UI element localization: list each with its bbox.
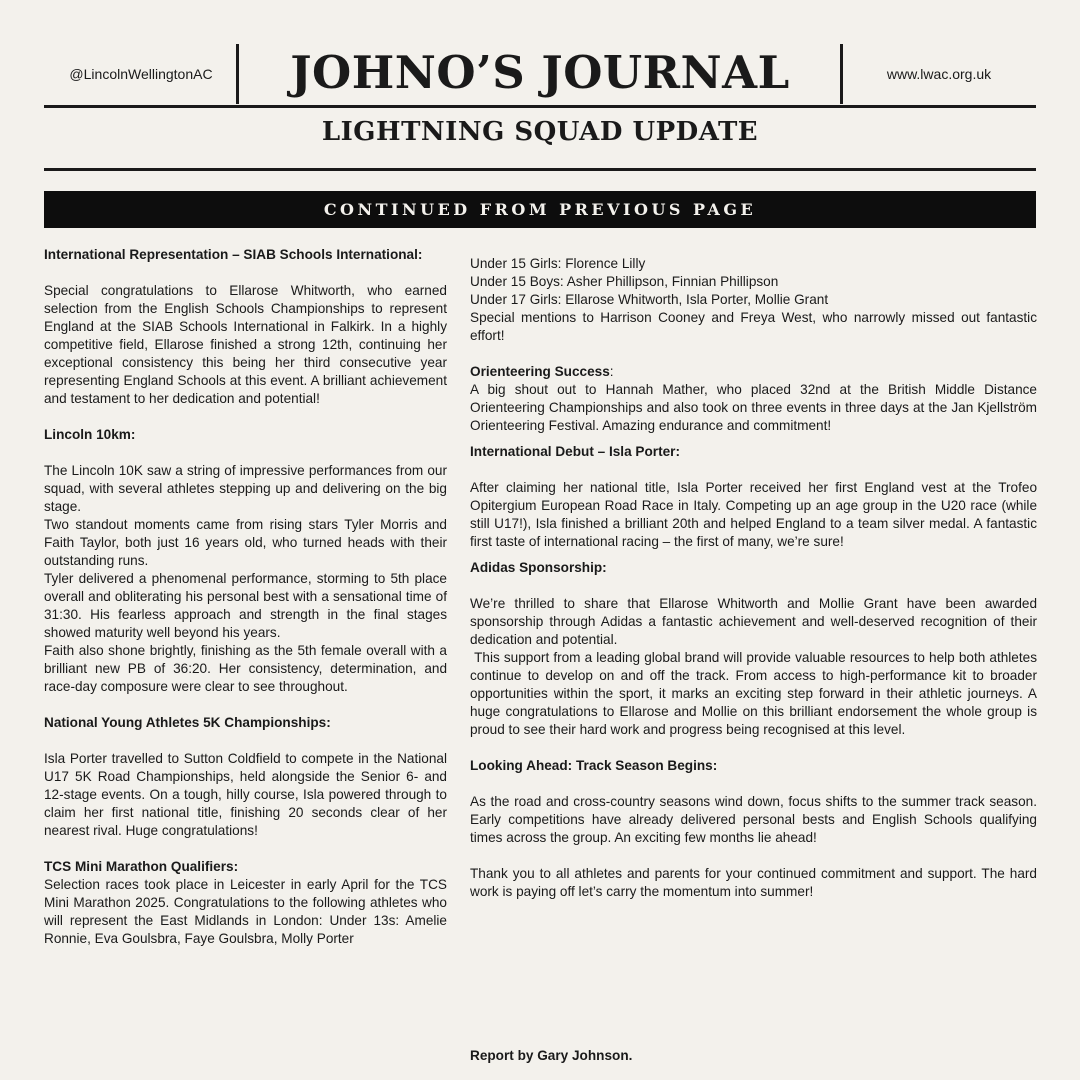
left-column xyxy=(44,246,447,948)
lincoln-paragraph-1: The Lincoln 10K saw a string of impressive performances from our squad, with several athletes stepping up and delivering on the big stage. xyxy=(44,463,447,514)
right-column xyxy=(470,255,1041,901)
nya-heading: National Young Athletes 5K Championships: xyxy=(44,715,331,730)
journal-title: JOHNO’S JOURNAL xyxy=(290,46,790,99)
thank-you-note: Thank you to all athletes and parents for your continued commitment and support. The hard work is paying off let’s carry the momentum into summer! xyxy=(470,866,1037,899)
adidas-paragraph-2: This support from a leading global brand will provide valuable resources to help both athletes continue to develop on and off the track. From access to high-performance kit to broader opportunities within the sport, it marks an exciting step forward in their athletic journeys. A huge congratulations to Ellarose and Mollie on this brilliant endorsement the whole group is proud to see their hard work and progress being recognised at this level. xyxy=(470,650,1041,737)
siab-heading: International Representation – SIAB Schools International: xyxy=(44,247,423,262)
subtitle-rule xyxy=(44,168,1036,171)
debut-heading: International Debut – Isla Porter: xyxy=(470,444,680,459)
tcs-heading: TCS Mini Marathon Qualifiers: xyxy=(44,859,239,874)
lincoln-heading: Lincoln 10km: xyxy=(44,427,136,442)
u15-girls-line: Under 15 Girls: Florence Lilly xyxy=(470,256,646,271)
orienteering-heading: Orienteering Success xyxy=(470,364,610,379)
adidas-paragraph-1: We’re thrilled to share that Ellarose Whitworth and Mollie Grant have been awarded sponsorship through Adidas a fantastic achievement and well-deserved recognition of their dedication and potential. xyxy=(470,596,1037,647)
social-handle: @LincolnWellingtonAC xyxy=(69,66,213,82)
siab-body: Special congratulations to Ellarose Whitworth, who earned selection from the English Schools Championships to represent England at the SIAB Schools International in Falkirk. In a highly competitive field, Ellarose finished a strong 12th, continuing her exceptional consistency this being her third consecutive year representing England Schools at this event. A brilliant achievement and testament to her dedication and potential! xyxy=(44,283,447,406)
orienteering-heading-line xyxy=(470,363,1037,381)
website-url: www.lwac.org.uk xyxy=(886,66,992,82)
lincoln-paragraph-4: Faith also shone brightly, finishing as the 5th female overall with a brilliant new PB of 36:20. Her consistency, determination, and race-day composure were clear to see throughout. xyxy=(44,643,447,694)
continued-banner: CONTINUED FROM PREVIOUS PAGE xyxy=(44,191,1036,228)
special-mentions: Special mentions to Harrison Cooney and Freya West, who narrowly missed out fantastic effort! xyxy=(470,310,1037,343)
adidas-heading: Adidas Sponsorship: xyxy=(470,560,607,575)
masthead-rule xyxy=(44,105,1036,108)
u15-boys-line: Under 15 Boys: Asher Phillipson, Finnian Phillipson xyxy=(470,274,779,289)
u17-girls-line: Under 17 Girls: Ellarose Whitworth, Isla Porter, Mollie Grant xyxy=(470,292,829,307)
orienteering-body: A big shout out to Hannah Mather, who placed 32nd at the British Middle Distance Orienteering Championships and also took on three events in three days at the Jan Kjellström Orienteering Festival. Amazing endurance and commitment! xyxy=(470,382,1037,433)
lincoln-paragraph-2: Two standout moments came from rising stars Tyler Morris and Faith Taylor, both just 16 years old, who turned heads with their outstanding runs. xyxy=(44,517,447,568)
report-credit: Report by Gary Johnson. xyxy=(470,1048,633,1063)
lincoln-paragraph-3: Tyler delivered a phenomenal performance, storming to 5th place overall and obliterating his personal best with a sensational time of 31:30. His fearless approach and strength in the final stages showed maturity well beyond his years. xyxy=(44,571,447,640)
masthead xyxy=(44,44,1036,108)
debut-body: After claiming her national title, Isla Porter received her first England vest at the Trofeo Opitergium European Road Race in Italy. Competing up an age group in the U20 race (while still U17!), Isla finished a brilliant 20th and helped England to a team silver medal. A fantastic first taste of international racing – the first of many, we’re sure! xyxy=(470,480,1037,549)
section-subtitle: LIGHTNING SQUAD UPDATE xyxy=(321,117,759,147)
orienteering-heading-colon: : xyxy=(609,364,614,379)
looking-ahead-heading: Looking Ahead: Track Season Begins: xyxy=(470,758,718,773)
nya-body: Isla Porter travelled to Sutton Coldfield to compete in the National U17 5K Road Championships, held alongside the Senior 6- and 12-stage events. On a tough, hilly course, Isla powered through to claim her first national title, finishing 20 seconds clear of her nearest rival. Huge congratulations! xyxy=(44,751,447,838)
tcs-body: Selection races took place in Leicester in early April for the TCS Mini Marathon 2025. Congratulations to the following athletes who will represent the East Midlands in London: Under 13s: Amelie Ronnie, Eva Goulsbra, Faye Goulsbra, Molly Porter xyxy=(44,877,447,946)
looking-ahead-body: As the road and cross-country seasons wind down, focus shifts to the summer track season. Early competitions have already delivered personal bests and English Schools qualifying times across the group. An exciting few months lie ahead! xyxy=(470,794,1037,845)
